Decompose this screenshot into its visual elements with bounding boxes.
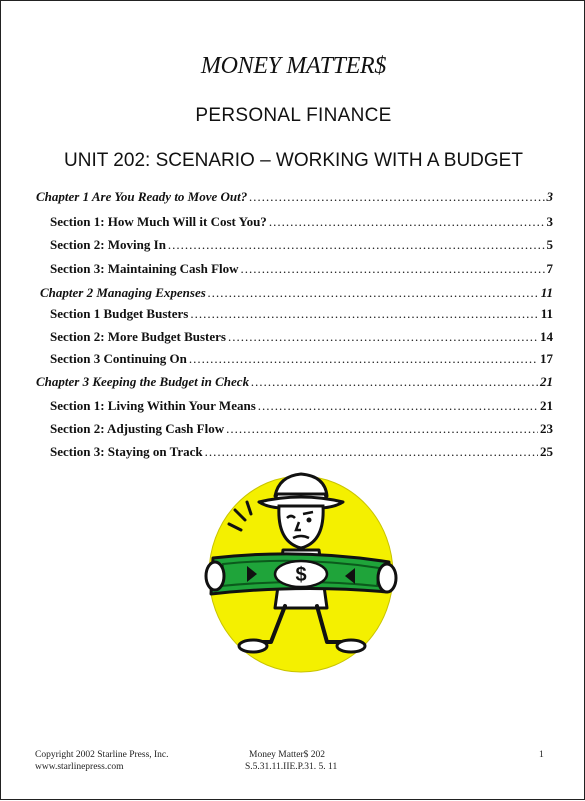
toc-entry-label: Section 3: Staying on Track (50, 444, 203, 459)
toc-chapter-row[interactable] (36, 374, 553, 390)
toc-entry-label: Section 2: Adjusting Cash Flow (50, 421, 225, 436)
dot-leader (249, 189, 544, 205)
toc-entry-label: Section 2: More Budget Busters (50, 329, 226, 344)
dot-leader (226, 421, 538, 437)
dot-leader (189, 351, 538, 367)
toc-section-row[interactable] (50, 351, 553, 367)
toc-entry-label: Chapter 3 Keeping the Budget in Check (36, 374, 250, 389)
dot-leader (205, 444, 538, 460)
toc-section-row[interactable] (50, 421, 553, 437)
toc-entry-label: Chapter 2 Managing Expenses (40, 285, 206, 300)
toc-entry-label: Section 1: How Much Will it Cost You? (50, 214, 267, 229)
toc-section-row[interactable] (50, 214, 553, 230)
toc-section-row[interactable] (50, 237, 553, 253)
toc-entry-label: Section 2: Moving In (50, 237, 166, 252)
website-link[interactable]: www.starlinepress.com (35, 762, 124, 772)
dollar-sign-icon: $ (295, 564, 307, 586)
dot-leader (228, 329, 538, 345)
dot-leader (208, 285, 539, 301)
toc-page-number: 23 (540, 421, 553, 436)
toc-page-number: 7 (546, 261, 553, 276)
footer-center (245, 749, 337, 773)
toc-page-number: 14 (540, 329, 553, 344)
toc-section-row[interactable] (50, 261, 553, 277)
toc-entry-label: Section 1: Living Within Your Means (50, 398, 256, 413)
toc-page-number: 11 (540, 306, 553, 321)
page-number: 1 (539, 750, 544, 760)
copyright-text: Copyright 2002 Starline Press, Inc. (35, 750, 169, 760)
dot-leader (269, 214, 545, 230)
document-title-footer: Money Matter$ 202 (249, 750, 325, 760)
dot-leader (190, 306, 538, 322)
toc-page-number: 21 (540, 374, 553, 389)
dot-leader (251, 374, 538, 390)
toc-page-number: 25 (540, 444, 553, 459)
toc-chapter-row[interactable] (40, 285, 553, 301)
document-title: MONEY MATTER$ (200, 53, 387, 79)
dot-leader (258, 398, 538, 414)
toc-page-number: 21 (540, 398, 553, 413)
toc-entry-label: Section 3 Continuing On (50, 351, 187, 366)
document-subtitle: PERSONAL FINANCE (195, 105, 392, 126)
document-code: S.5.31.11.IIE.P.31. 5. 11 (245, 762, 338, 772)
toc-entry-label: Chapter 1 Are You Ready to Move Out? (36, 189, 248, 204)
toc-page-number: 3 (546, 189, 553, 204)
dot-leader (241, 261, 545, 277)
table-of-contents (1, 1, 585, 801)
toc-section-row[interactable] (50, 444, 553, 460)
toc-chapter-row[interactable] (36, 189, 553, 205)
toc-entry-label: Section 1 Budget Busters (50, 306, 189, 321)
toc-section-row[interactable] (50, 329, 553, 345)
toc-section-row[interactable] (50, 398, 553, 414)
worried-man-holding-dollar-bill-icon (201, 466, 401, 676)
dot-leader (168, 237, 545, 253)
toc-page-number: 17 (540, 351, 553, 366)
toc-entry-label: Section 3: Maintaining Cash Flow (50, 261, 239, 276)
toc-section-row[interactable] (50, 306, 553, 322)
unit-heading: UNIT 202: SCENARIO – WORKING WITH A BUDGET (64, 150, 523, 171)
toc-page-number: 5 (546, 237, 553, 252)
toc-page-number: 3 (546, 214, 553, 229)
footer-left (35, 749, 169, 773)
toc-page-number: 11 (540, 285, 553, 300)
